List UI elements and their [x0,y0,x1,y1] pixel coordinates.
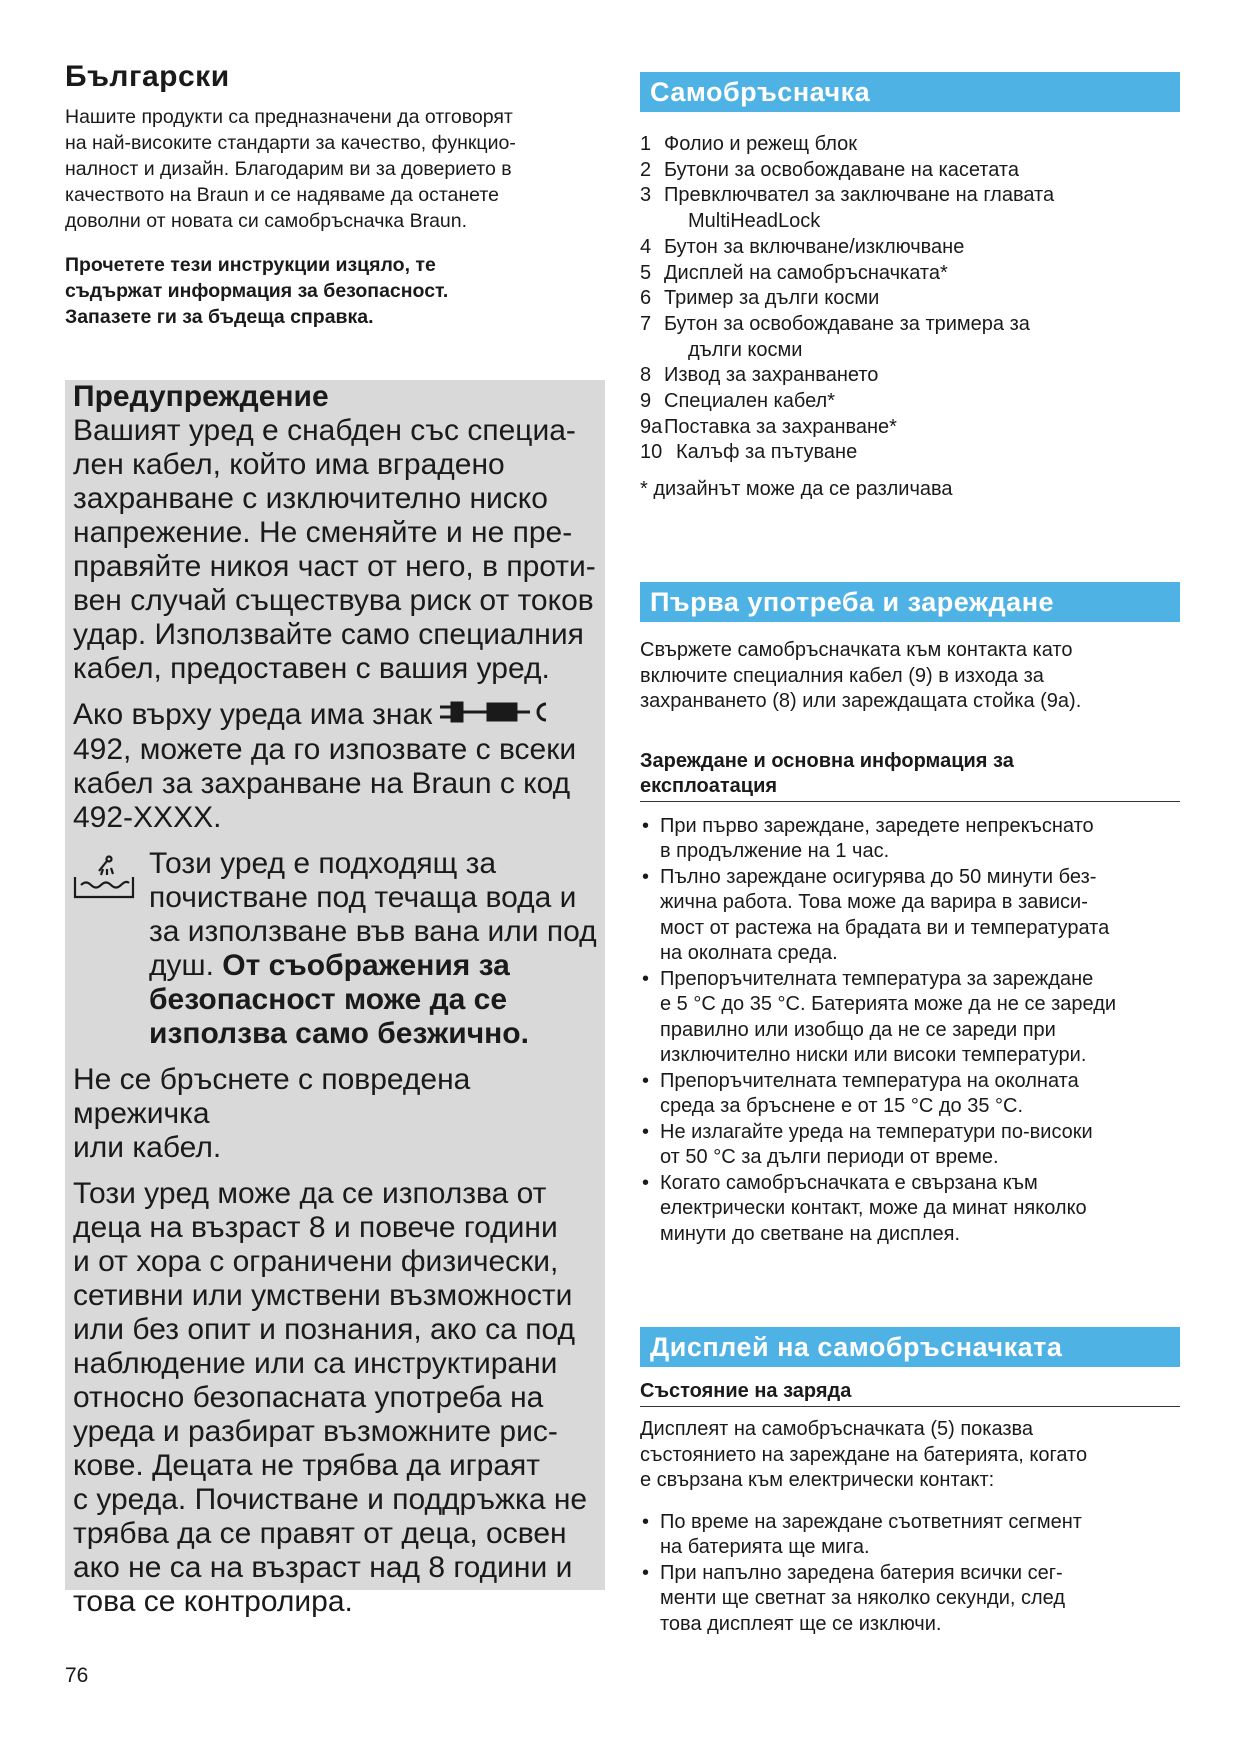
read-instructions-note: Прочетете тези инструкции изцяло, те съдържат информация за безопасност. Запазете ги за бъдеща справка. [65,254,449,328]
warning-paragraph-cable: Вашият уред е снабден със специа- лен кабел, който има вградено захранване с изключително ниско напрежение. Не сменяйте и не пре- правяйте никоя част от него, в проти- вен случай съществува риск от токов удар. Използвайте само специалния кабел, предоставен с вашия уред. [73,414,596,685]
list-item: 1 Фолио и режещ блок [640,133,857,155]
list-item: 9 Специален кабел* [640,390,835,413]
warning-box [65,380,605,1619]
intro-text: Нашите продукти са предназначени да отговорят на най-високите стандарти за качество, функцио- налност и дизайн. Благодарим ви за доверието в качеството на Braun и се надяваме да останете доволни от новата си самобръсначка Braun. [65,106,516,232]
bath-shower-icon [73,847,149,1063]
list-item: 5 Дисплей на самобръсначката* [640,261,948,284]
list-item: • Когато самобръсначката е свързана към електрически контакт, може да минат няколко минути до светване на дисплея. [640,1171,1180,1248]
left-column [65,60,605,330]
bath-shower-row [73,847,597,1063]
list-item: • Препоръчителната температура на околната среда за бръснене е от 15 °C до 35 °C. [640,1069,1180,1120]
charge-state-subheading: Състояние на заряда [640,1379,1180,1407]
list-item: 3 Превключвател за заключване на главата [640,184,1055,207]
warning-paragraph-492: Ако върху уреда има знак 492, можете да го изпозвате с всеки кабел за захранване на Braun с код 492-XXXX. [73,698,577,835]
parts-list [640,132,1180,466]
charging-bullets [640,814,1180,1248]
section-header-first-use: Първа употреба и зареждане [640,582,1180,622]
list-item: 2 Бутони за освобождаване на касетата [640,158,1019,181]
warning-title: Предупреждение [73,380,329,413]
list-item: 10 Калъф за пътуване [640,441,858,464]
list-item: 7 Бутон за освобождаване за тримера за [640,312,1030,335]
list-item: • По време на зареждане съответният сегмент на батерията ще мига. [640,1510,1180,1561]
list-item: • Препоръчителната температура за зареждане е 5 °C до 35 °C. Батерията може да не се зареди правилно или изобщо да не се зареди при изключително ниски или високи температури. [640,967,1180,1069]
warning-paragraph-children: Този уред може да се използва от деца на възраст 8 и повече години и от хора с ограничени физически, сетивни или умствени възможности или без опит и познания, ако са под наблюдение или са инструктирани относно безопасната употреба на уреда и разбират възможните рис- кове. Децата не трябва да играят с уреда. Почистване и поддръжка не трябва да се правят от деца, освен ако не са на възраст над 8 години и това се контролира. [73,1177,588,1619]
display-bullets [640,1510,1180,1638]
list-item: • Не излагайте уреда на температури по-високи от 50 °C за дълги периоди от време. [640,1120,1180,1171]
list-item: • Пълно зареждане осигурява до 50 минути без- жична работа. Това може да варира в зависи- мост от растежа на брадата ви и температурата на околната среда. [640,865,1180,967]
connect-paragraph: Свържете самобръсначката към контакта като включите специалния кабел (9) в изхода за захранването (8) или зареждащата стойка (9a). [640,639,1082,713]
section-header-shaver: Самобръсначка [640,72,1180,112]
list-item: 8 Извод за захранването [640,364,879,387]
cable-492-icon [438,699,552,733]
page-number: 76 [65,1664,89,1687]
display-paragraph: Дисплеят на самобръсначката (5) показва състоянието на зареждане на батерията, когато е свързана към електрически контакт: [640,1418,1088,1492]
language-title: Български [65,60,230,93]
list-item-continuation: дълги косми [688,338,803,361]
charging-subheading: Зареждане и основна информация за експлоатация [640,749,1180,802]
list-item: 4 Бутон за включване/изключване [640,235,965,258]
list-item: 6 Тример за дълги косми [640,287,880,310]
list-item-continuation: MultiHeadLock [688,210,821,233]
list-item: • При първо зареждане, заредете непрекъснато в продължение на 1 час. [640,814,1180,865]
design-note: * дизайнът може да се различава [640,478,953,501]
list-item: • При напълно заредена батерия всички сег- менти ще светнат за няколко секунди, след това дисплеят ще се изключи. [640,1561,1180,1638]
section-header-display: Дисплей на самобръсначката [640,1327,1180,1367]
list-item: 9a Поставка за захранване* [640,415,897,438]
warning-paragraph-water: Този уред е подходящ за почистване под течаща вода и за използване във вана или под душ. От съображения за безопасност може да се използва само безжично. [149,847,597,1051]
warning-paragraph-damaged: Не се бръснете с повредена мрежичка или кабел. [73,1063,471,1165]
right-column [640,72,1180,1637]
